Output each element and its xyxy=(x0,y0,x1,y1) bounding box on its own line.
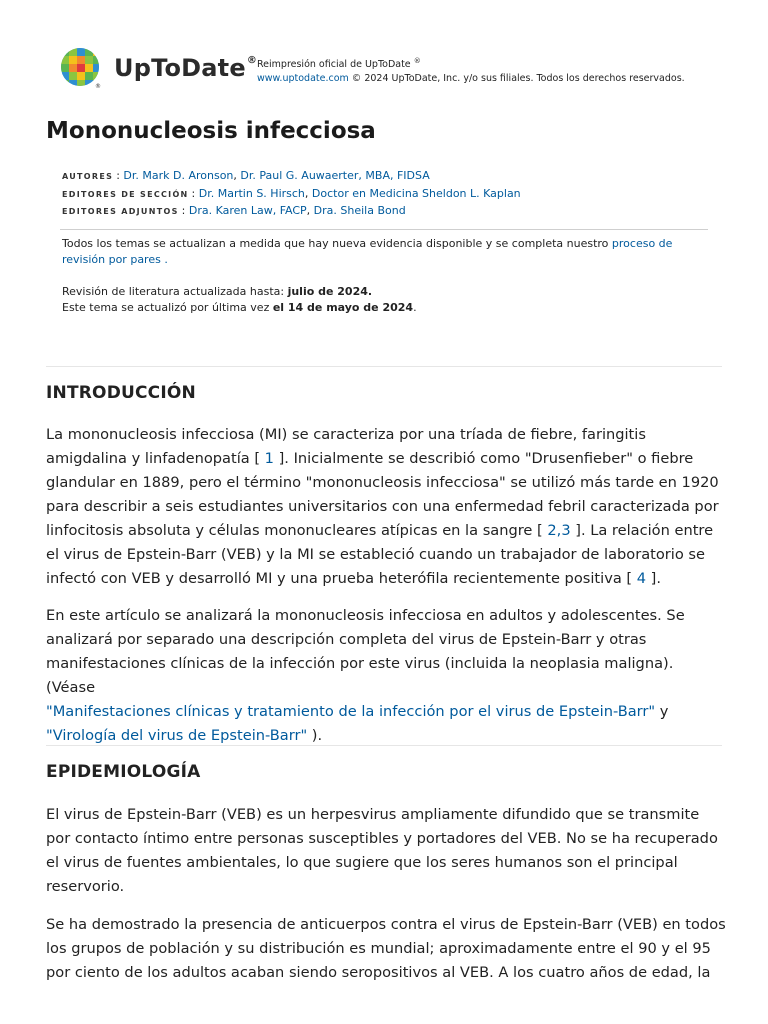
section-editor-link[interactable]: Dr. Martin S. Hirsch xyxy=(198,186,305,200)
meta-divider xyxy=(60,229,708,230)
epidemiology-heading: EPIDEMIOLOGÍA xyxy=(46,762,201,782)
reference-link[interactable]: 2,3 xyxy=(547,522,571,539)
lit-review-line: Revisión de literatura actualizada hasta: julio de 2024. xyxy=(62,284,373,298)
copyright-text: © 2024 UpToDate, Inc. y/o sus filiales. Todos los derechos reservados. xyxy=(348,73,685,85)
brand-name: UpToDate® xyxy=(114,54,258,82)
authors-label: AUTORES xyxy=(62,172,114,181)
brand-header xyxy=(60,46,257,90)
section-editors-label: EDITORES DE SECCIÓN xyxy=(62,189,189,199)
reference-link[interactable]: 1 xyxy=(264,450,274,467)
site-link[interactable]: www.uptodate.com xyxy=(257,73,349,85)
reprint-notice: Reimpresión oficial de UpToDate ® www.uptodate.com © 2024 UpToDate, Inc. y/o sus filiales. Todos los derechos reservados. xyxy=(257,57,685,85)
intro-paragraph-1: La mononucleosis infecciosa (MI) se caracteriza por una tríada de fiebre, faringitis amigdalina y linfadenopatía [ 1 ]. Inicialmente se describió como "Drusenfieber" o fiebre glandular en 1889, pero el término "mononucleosis infecciosa" se utilizó más tarde en 1920 para describir a seis estudiantes universitarios con una enfermedad febril caracterizada por linfocitosis absoluta y células mononucleares atípicas en la sangre [ 2,3 ]. La relación entre el virus de Epstein-Barr (VEB) y la MI se estableció cuando un trabajador de laboratorio se infectó con VEB y desarrolló MI y una prueba heterófila recientemente positiva [ 4 ]. xyxy=(46,426,719,587)
section-editors-row: EDITORES DE SECCIÓN : Dr. Martin S. Hirsch, Doctor en Medicina Sheldon L. Kaplan xyxy=(62,186,521,200)
reference-link[interactable]: 4 xyxy=(636,570,647,587)
related-topic-link[interactable]: "Virología del virus de Epstein-Barr" xyxy=(46,727,308,744)
deputy-editor-link[interactable]: Dra. Sheila Bond xyxy=(313,204,406,217)
article-meta xyxy=(62,168,708,317)
intro-paragraph-2: En este artículo se analizará la mononucleosis infecciosa en adultos y adolescentes. Se analizará por separado una descripción completa del virus de Epstein-Barr y otras manifestaciones clínicas de la infección por este virus (incluida la neoplasia maligna). (Véase "Manifestaciones clínicas y tratamiento de la infección por el virus de Epstein-Barr" y "Virología del virus de Epstein-Barr" ). xyxy=(46,607,685,744)
epidemiology-paragraph-2: Se ha demostrado la presencia de anticuerpos contra el virus de Epstein-Barr (VEB) en todos los grupos de población y su distribución es mundial; aproximadamente entre el 90 y el 95 por ciento de los adultos acaban siendo seropositivos al VEB. A los cuatro años de edad, la xyxy=(46,916,726,981)
deputy-editors-label: EDITORES ADJUNTOS xyxy=(62,207,179,216)
deputy-editors-row: EDITORES ADJUNTOS : Dra. Karen Law, FACP, Dra. Sheila Bond xyxy=(62,204,406,217)
epidemiology-paragraph-1: El virus de Epstein-Barr (VEB) es un herpesvirus ampliamente difundido que se transmite por contacto íntimo entre personas susceptibles y portadores del VEB. No se ha recuperado el virus de fuentes ambientales, lo que sugiere que los seres humanos son el principal reservorio. xyxy=(46,806,718,895)
last-updated-line: Este tema se actualizó por última vez el 14 de mayo de 2024. xyxy=(62,301,417,314)
uptodate-logo-icon xyxy=(60,47,102,89)
authors-row: AUTORES : Dr. Mark D. Aronson, Dr. Paul G. Auwaerter, MBA, FIDSA xyxy=(62,169,430,182)
author-link[interactable]: Dr. Mark D. Aronson xyxy=(123,169,234,182)
deputy-editor-link[interactable]: Dra. Karen Law, FACP xyxy=(188,204,307,217)
page-title: Mononucleosis infecciosa xyxy=(46,118,376,144)
last-updated-date: el 14 de mayo de 2024 xyxy=(272,301,414,314)
intro-heading: INTRODUCCIÓN xyxy=(46,383,196,403)
svg-text:®: ® xyxy=(95,83,101,89)
peer-review-link[interactable]: proceso de revisión por pares xyxy=(62,236,673,266)
author-link[interactable]: Dr. Paul G. Auwaerter, MBA, FIDSA xyxy=(240,169,430,182)
section-editor-link[interactable]: Doctor en Medicina Sheldon L. Kaplan xyxy=(311,186,521,200)
reprint-line: Reimpresión oficial de UpToDate xyxy=(257,59,411,71)
section-divider xyxy=(46,745,722,746)
update-note: Todos los temas se actualizan a medida que hay nueva evidencia disponible y se completa nuestro proceso de revisión por pares . xyxy=(62,236,673,266)
lit-review-date: julio de 2024 xyxy=(287,284,368,298)
section-divider xyxy=(46,366,722,367)
related-topic-link[interactable]: "Manifestaciones clínicas y tratamiento de la infección por el virus de Epstein-Barr" xyxy=(46,703,656,720)
